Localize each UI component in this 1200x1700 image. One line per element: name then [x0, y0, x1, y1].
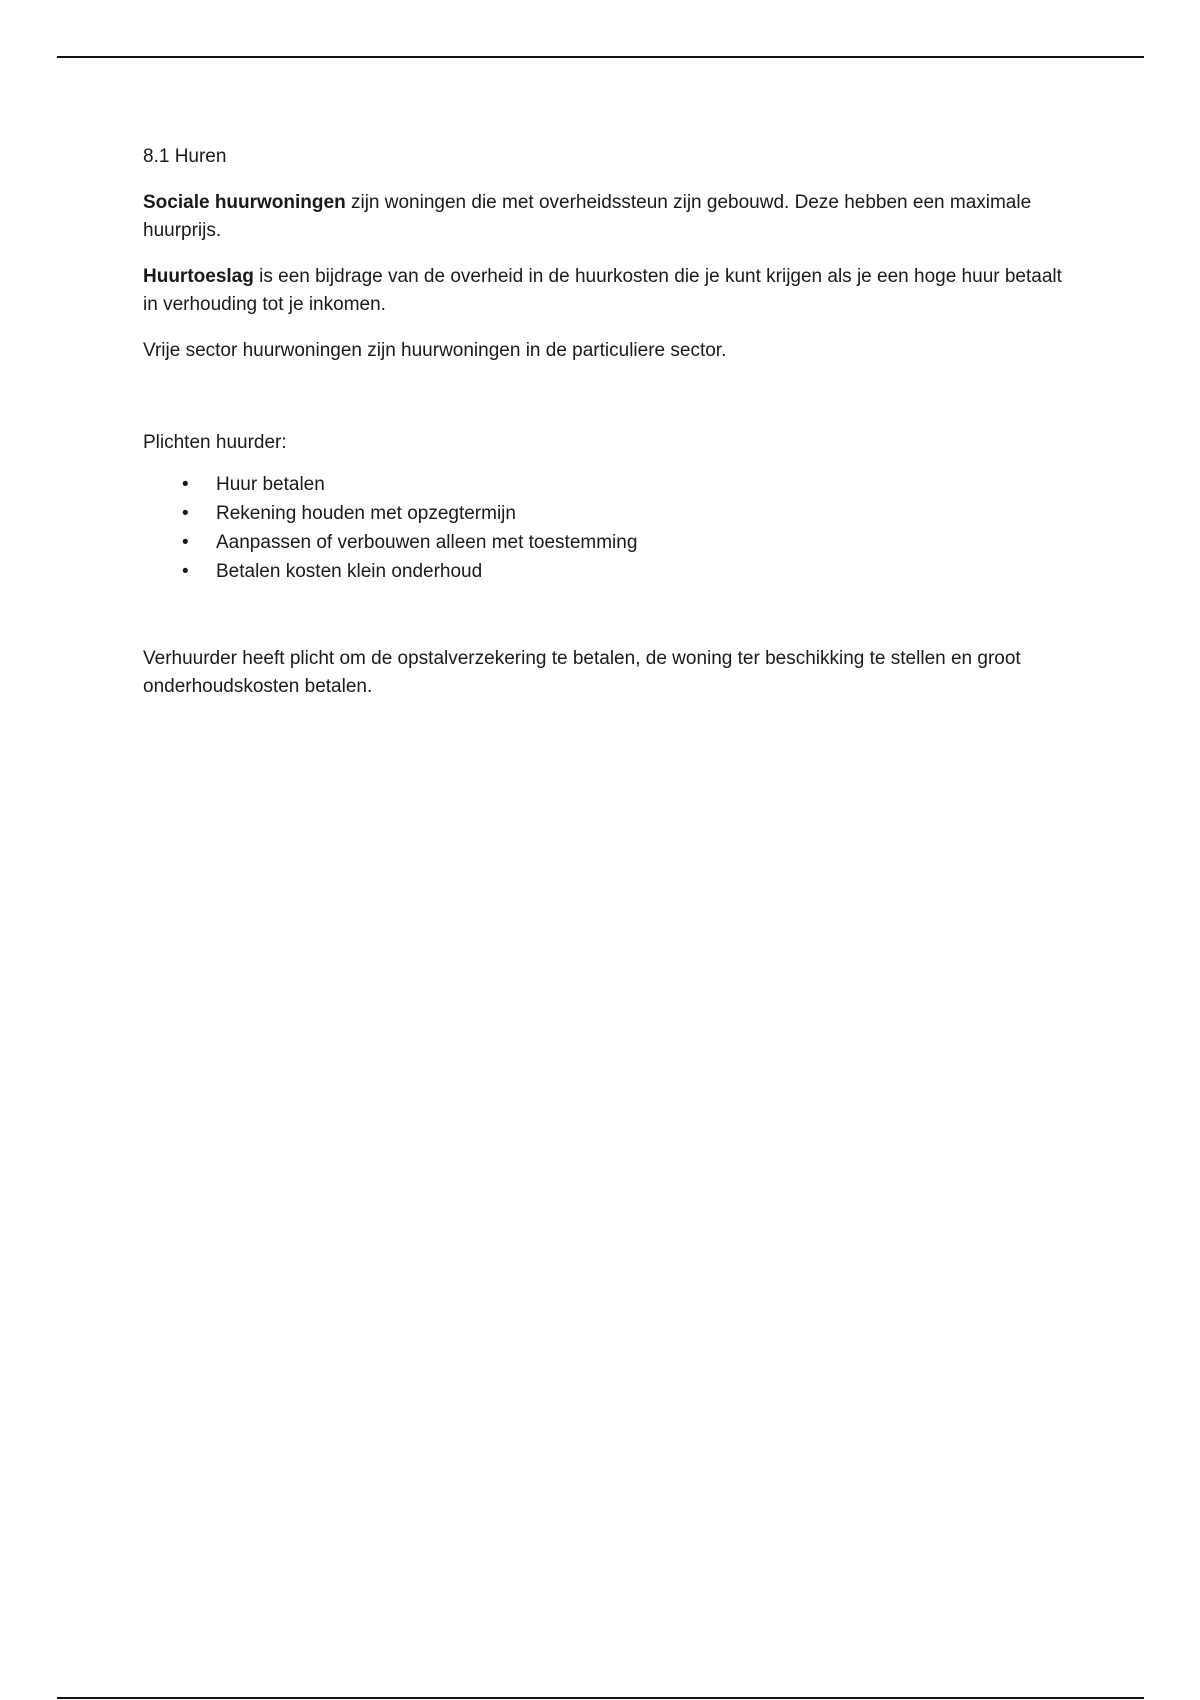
- bullet-icon: •: [182, 532, 189, 553]
- paragraph-free-sector: [143, 337, 1063, 365]
- list-item: [143, 471, 1063, 500]
- bullet-icon: •: [182, 474, 189, 495]
- list-item-label: Huur betalen: [216, 474, 325, 495]
- header-rule: [57, 56, 1144, 58]
- paragraph-social-housing: [143, 189, 1063, 245]
- duties-title: Plichten huurder:: [143, 432, 287, 453]
- list-item: [143, 558, 1063, 587]
- spacer: [143, 383, 1063, 429]
- list-item-label: Rekening houden met opzegtermijn: [216, 503, 516, 524]
- paragraph-landlord-duties: Verhuurder heeft plicht om de opstalverzekering te betalen, de woning ter beschikking te stellen en groot onderhoudskosten betalen.: [143, 648, 1021, 697]
- paragraph-rent-allowance: [143, 263, 1063, 319]
- section-heading: 8.1 Huren: [143, 146, 227, 167]
- duties-list: [143, 471, 1063, 587]
- term-rent-allowance: Huurtoeslag: [143, 266, 254, 287]
- document-body: [143, 143, 1063, 701]
- list-item: [143, 500, 1063, 529]
- definition-free-sector: Vrije sector huurwoningen zijn huurwoningen in de particuliere sector.: [143, 340, 727, 361]
- list-item-label: Betalen kosten klein onderhoud: [216, 561, 483, 582]
- list-item-label: Aanpassen of verbouwen alleen met toestemming: [216, 532, 638, 553]
- spacer: [143, 587, 1063, 645]
- footer-rule: [57, 1697, 1144, 1699]
- bullet-icon: •: [182, 561, 189, 582]
- definition-rent-allowance: is een bijdrage van de overheid in de huurkosten die je kunt krijgen als je een hoge huur betaalt in verhouding tot je inkomen.: [143, 266, 1062, 315]
- definition-social-housing: zijn woningen die met overheidssteun zijn gebouwd. Deze hebben een maximale huurprijs.: [143, 192, 1032, 241]
- term-social-housing: Sociale huurwoningen: [143, 192, 346, 213]
- bullet-icon: •: [182, 503, 189, 524]
- list-item: [143, 529, 1063, 558]
